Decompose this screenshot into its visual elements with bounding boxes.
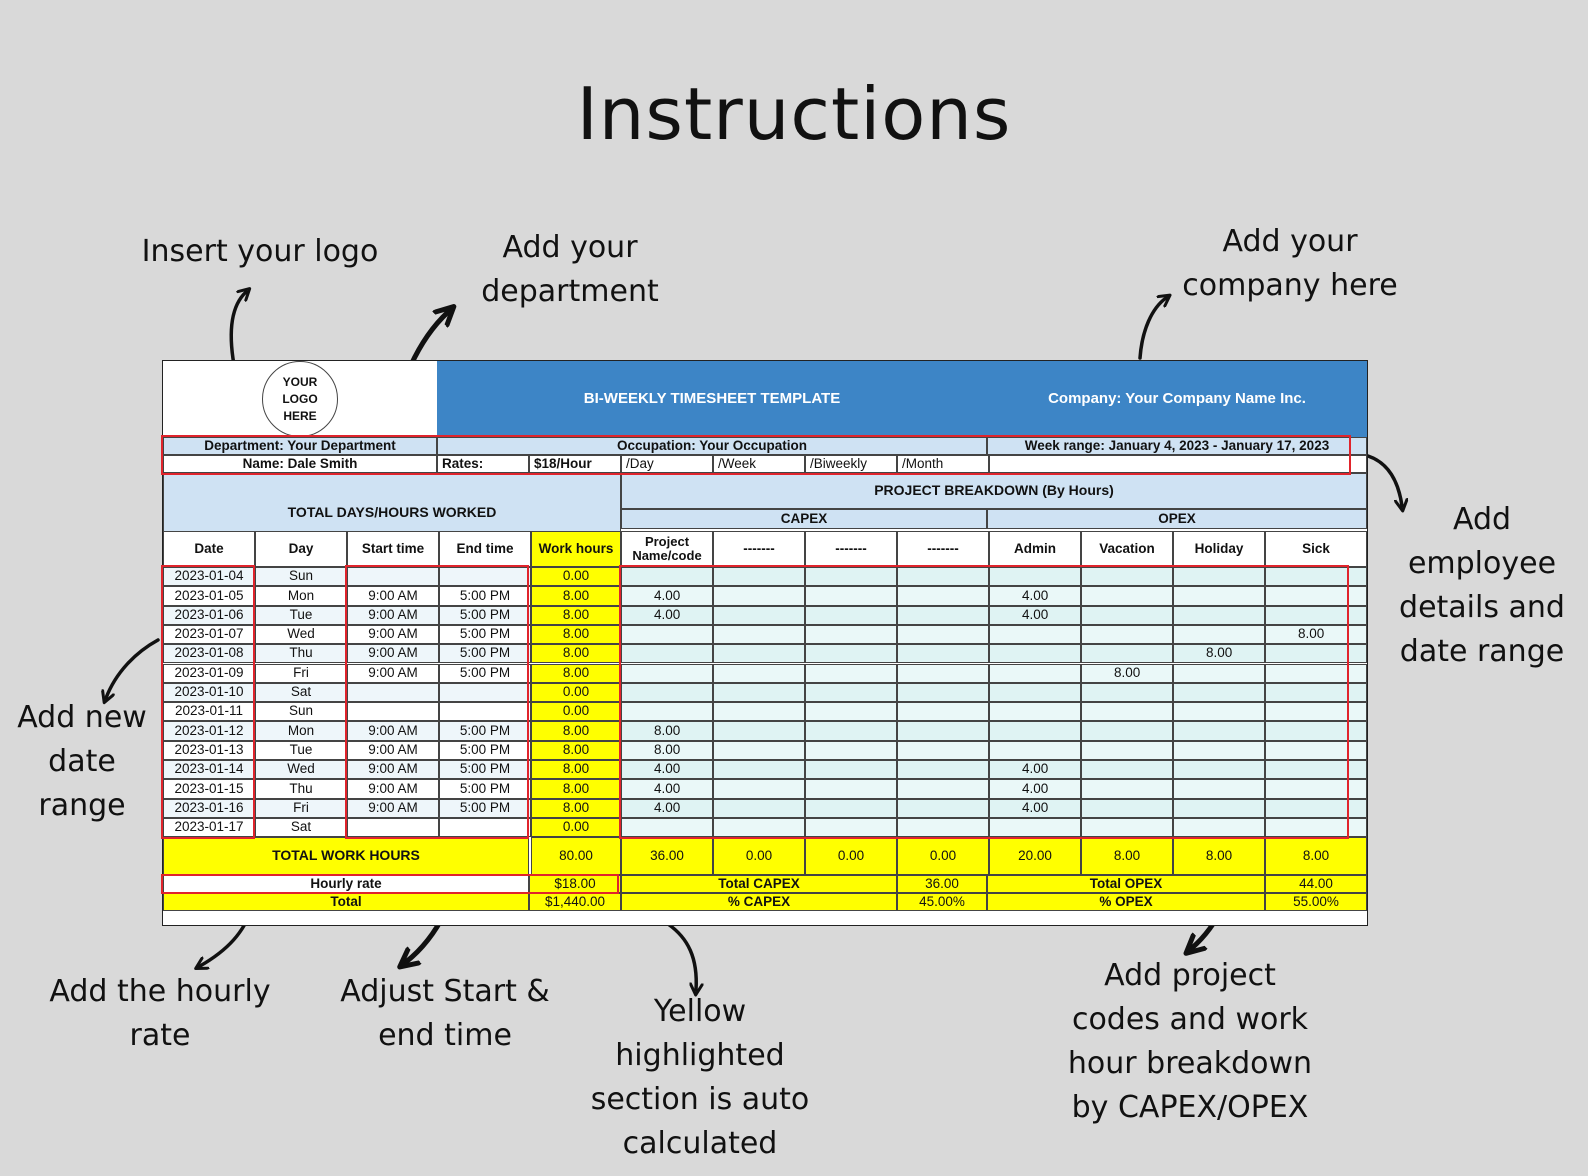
table-cell: 5:00 PM bbox=[439, 625, 531, 644]
note-auto-calculated: Yellow highlighted section is auto calculated bbox=[590, 994, 810, 1161]
row-day: Sat bbox=[255, 818, 347, 837]
table-cell bbox=[1081, 702, 1173, 721]
note-employee-details: Add employee details and date range bbox=[1399, 502, 1565, 669]
table-cell bbox=[897, 721, 989, 740]
row-date: 2023-01-13 bbox=[163, 741, 255, 760]
table-cell bbox=[1265, 664, 1367, 683]
row-day: Sat bbox=[255, 683, 347, 702]
logo-placeholder bbox=[262, 361, 338, 437]
table-cell bbox=[1081, 586, 1173, 605]
table-cell bbox=[439, 567, 531, 586]
table-cell: 4.00 bbox=[989, 779, 1081, 798]
table-cell bbox=[1173, 586, 1265, 605]
table-cell bbox=[1173, 606, 1265, 625]
table-cell bbox=[805, 644, 897, 663]
table-cell bbox=[713, 702, 805, 721]
table-cell bbox=[347, 683, 439, 702]
rates-blank bbox=[989, 455, 1367, 473]
table-cell bbox=[805, 586, 897, 605]
column-header-: ------- bbox=[897, 531, 989, 567]
table-cell bbox=[713, 779, 805, 798]
total-work-hours-label: TOTAL WORK HOURS bbox=[163, 837, 529, 875]
table-cell: 9:00 AM bbox=[347, 644, 439, 663]
total-days-hours-header: TOTAL DAYS/HOURS WORKED bbox=[163, 473, 621, 553]
table-cell: 4.00 bbox=[621, 760, 713, 779]
table-cell: 5:00 PM bbox=[439, 586, 531, 605]
column-header-sick: Sick bbox=[1265, 531, 1367, 567]
table-cell bbox=[1265, 644, 1367, 663]
table-cell: 5:00 PM bbox=[439, 799, 531, 818]
sheet-title: BI-WEEKLY TIMESHEET TEMPLATE bbox=[437, 361, 987, 437]
table-cell bbox=[805, 779, 897, 798]
column-header-date: Date bbox=[163, 531, 255, 567]
table-cell bbox=[989, 741, 1081, 760]
table-cell bbox=[347, 567, 439, 586]
row-date: 2023-01-09 bbox=[163, 664, 255, 683]
table-cell bbox=[805, 625, 897, 644]
logo-text: HERE bbox=[283, 408, 317, 423]
table-cell bbox=[805, 741, 897, 760]
table-cell bbox=[805, 760, 897, 779]
table-cell bbox=[1173, 702, 1265, 721]
table-cell bbox=[439, 702, 531, 721]
column-header-vacation: Vacation bbox=[1081, 531, 1173, 567]
table-cell bbox=[989, 625, 1081, 644]
table-cell: 8.00 bbox=[531, 644, 621, 663]
total-value: 0.00 bbox=[897, 837, 989, 875]
table-cell bbox=[805, 664, 897, 683]
column-header-: ------- bbox=[713, 531, 805, 567]
note-start-end: Adjust Start & end time bbox=[340, 974, 550, 1053]
logo-text: LOGO bbox=[282, 391, 318, 406]
table-cell bbox=[621, 567, 713, 586]
total-value: 20.00 bbox=[989, 837, 1081, 875]
row-day: Fri bbox=[255, 799, 347, 818]
rates-unit: /Biweekly bbox=[805, 455, 897, 473]
total-label: Total bbox=[163, 893, 529, 911]
table-cell bbox=[1173, 664, 1265, 683]
table-cell bbox=[1265, 702, 1367, 721]
row-date: 2023-01-10 bbox=[163, 683, 255, 702]
column-header-admin: Admin bbox=[989, 531, 1081, 567]
table-cell bbox=[1265, 606, 1367, 625]
table-cell: 4.00 bbox=[621, 606, 713, 625]
table-cell bbox=[1265, 799, 1367, 818]
total-capex-label: Total CAPEX bbox=[621, 875, 897, 893]
name-cell: Name: Dale Smith bbox=[163, 455, 437, 473]
table-cell bbox=[897, 664, 989, 683]
table-cell bbox=[805, 702, 897, 721]
table-cell bbox=[1173, 818, 1265, 837]
table-cell: 4.00 bbox=[989, 586, 1081, 605]
total-opex-label: Total OPEX bbox=[987, 875, 1265, 893]
table-cell bbox=[805, 721, 897, 740]
table-cell: 5:00 PM bbox=[439, 741, 531, 760]
table-cell bbox=[1081, 683, 1173, 702]
table-cell: 5:00 PM bbox=[439, 664, 531, 683]
table-cell bbox=[713, 606, 805, 625]
table-cell: 9:00 AM bbox=[347, 799, 439, 818]
table-cell: 0.00 bbox=[531, 567, 621, 586]
rates-unit: /Day bbox=[621, 455, 713, 473]
column-header-day: Day bbox=[255, 531, 347, 567]
total-value: 36.00 bbox=[621, 837, 713, 875]
row-day: Mon bbox=[255, 586, 347, 605]
table-cell bbox=[805, 818, 897, 837]
table-cell: 5:00 PM bbox=[439, 606, 531, 625]
table-cell: 5:00 PM bbox=[439, 644, 531, 663]
table-cell bbox=[1265, 760, 1367, 779]
total-opex-value: 44.00 bbox=[1265, 875, 1367, 893]
row-date: 2023-01-16 bbox=[163, 799, 255, 818]
table-cell bbox=[897, 644, 989, 663]
table-cell: 8.00 bbox=[1265, 625, 1367, 644]
note-insert-logo: Insert your logo bbox=[141, 234, 379, 269]
total-value: 80.00 bbox=[531, 837, 621, 875]
pct-capex-value: 45.00% bbox=[897, 893, 987, 911]
opex-header: OPEX bbox=[987, 509, 1367, 529]
table-cell bbox=[1081, 779, 1173, 798]
table-cell: 4.00 bbox=[989, 760, 1081, 779]
table-cell: 9:00 AM bbox=[347, 760, 439, 779]
table-cell: 5:00 PM bbox=[439, 760, 531, 779]
rates-unit: /Week bbox=[713, 455, 805, 473]
row-day: Tue bbox=[255, 606, 347, 625]
table-cell: 8.00 bbox=[531, 586, 621, 605]
arrow-date-range bbox=[106, 640, 158, 698]
table-cell bbox=[805, 606, 897, 625]
company-name: Company: Your Company Name Inc. bbox=[987, 361, 1367, 437]
table-cell bbox=[713, 818, 805, 837]
row-day: Thu bbox=[255, 779, 347, 798]
row-day: Wed bbox=[255, 625, 347, 644]
column-header-work-hours: Work hours bbox=[531, 531, 621, 567]
table-cell bbox=[1173, 741, 1265, 760]
table-cell bbox=[989, 702, 1081, 721]
total-value: 8.00 bbox=[1173, 837, 1265, 875]
table-cell bbox=[897, 760, 989, 779]
table-cell bbox=[1173, 625, 1265, 644]
total-value: 8.00 bbox=[1081, 837, 1173, 875]
table-cell bbox=[713, 741, 805, 760]
table-cell: 8.00 bbox=[531, 779, 621, 798]
table-cell: 4.00 bbox=[621, 779, 713, 798]
table-cell: 8.00 bbox=[621, 741, 713, 760]
table-cell: 0.00 bbox=[531, 683, 621, 702]
table-cell bbox=[1265, 818, 1367, 837]
table-cell bbox=[1265, 683, 1367, 702]
table-cell bbox=[439, 683, 531, 702]
table-cell bbox=[713, 625, 805, 644]
table-cell bbox=[989, 721, 1081, 740]
table-cell bbox=[897, 683, 989, 702]
table-cell bbox=[1081, 567, 1173, 586]
table-cell bbox=[897, 702, 989, 721]
rates-value: $18/Hour bbox=[529, 455, 621, 473]
pct-opex-label: % OPEX bbox=[987, 893, 1265, 911]
table-cell: 9:00 AM bbox=[347, 606, 439, 625]
table-cell bbox=[989, 644, 1081, 663]
table-cell bbox=[897, 818, 989, 837]
table-cell bbox=[897, 741, 989, 760]
rates-unit: /Month bbox=[897, 455, 989, 473]
table-cell: 9:00 AM bbox=[347, 664, 439, 683]
table-cell bbox=[713, 664, 805, 683]
column-header-start-time: Start time bbox=[347, 531, 439, 567]
table-cell: 4.00 bbox=[989, 606, 1081, 625]
note-date-range: Add new date range bbox=[17, 700, 147, 823]
table-cell bbox=[1173, 721, 1265, 740]
table-cell bbox=[897, 799, 989, 818]
column-header-: ------- bbox=[805, 531, 897, 567]
row-date: 2023-01-06 bbox=[163, 606, 255, 625]
arrow-logo bbox=[231, 292, 246, 365]
table-cell bbox=[1265, 721, 1367, 740]
table-cell bbox=[805, 567, 897, 586]
table-cell bbox=[1081, 721, 1173, 740]
total-value: 8.00 bbox=[1265, 837, 1367, 875]
table-cell bbox=[989, 664, 1081, 683]
row-date: 2023-01-14 bbox=[163, 760, 255, 779]
table-cell: 8.00 bbox=[531, 760, 621, 779]
table-cell bbox=[805, 683, 897, 702]
row-day: Mon bbox=[255, 721, 347, 740]
row-date: 2023-01-05 bbox=[163, 586, 255, 605]
row-day: Sun bbox=[255, 567, 347, 586]
table-cell bbox=[1265, 567, 1367, 586]
hourly-rate-value: $18.00 bbox=[529, 875, 621, 893]
table-cell bbox=[1173, 683, 1265, 702]
table-cell bbox=[1173, 567, 1265, 586]
table-cell bbox=[347, 702, 439, 721]
table-cell bbox=[1081, 799, 1173, 818]
table-cell: 0.00 bbox=[531, 818, 621, 837]
row-day: Wed bbox=[255, 760, 347, 779]
hourly-rate-label: Hourly rate bbox=[163, 875, 529, 893]
note-add-company: Add your company here bbox=[1182, 224, 1398, 303]
table-cell bbox=[713, 683, 805, 702]
row-date: 2023-01-15 bbox=[163, 779, 255, 798]
table-cell bbox=[1173, 799, 1265, 818]
pct-opex-value: 55.00% bbox=[1265, 893, 1367, 911]
table-cell: 8.00 bbox=[531, 606, 621, 625]
table-cell bbox=[1081, 644, 1173, 663]
table-cell bbox=[1081, 741, 1173, 760]
occupation-cell: Occupation: Your Occupation bbox=[437, 437, 987, 455]
table-cell bbox=[621, 664, 713, 683]
table-cell bbox=[621, 644, 713, 663]
table-cell bbox=[347, 818, 439, 837]
table-cell: 8.00 bbox=[531, 741, 621, 760]
table-cell bbox=[439, 818, 531, 837]
table-cell bbox=[621, 683, 713, 702]
row-day: Fri bbox=[255, 664, 347, 683]
row-date: 2023-01-08 bbox=[163, 644, 255, 663]
table-cell: 8.00 bbox=[531, 799, 621, 818]
table-cell: 8.00 bbox=[621, 721, 713, 740]
table-cell bbox=[1265, 586, 1367, 605]
page-title: Instructions bbox=[576, 72, 1012, 156]
table-cell bbox=[1265, 741, 1367, 760]
table-cell bbox=[897, 625, 989, 644]
table-cell bbox=[897, 586, 989, 605]
table-cell: 4.00 bbox=[621, 799, 713, 818]
pct-capex-label: % CAPEX bbox=[621, 893, 897, 911]
table-cell: 5:00 PM bbox=[439, 721, 531, 740]
column-header-end-time: End time bbox=[439, 531, 531, 567]
table-cell bbox=[897, 606, 989, 625]
table-cell bbox=[1265, 779, 1367, 798]
department-cell: Department: Your Department bbox=[163, 437, 437, 455]
table-cell bbox=[621, 702, 713, 721]
table-cell: 0.00 bbox=[531, 702, 621, 721]
table-cell bbox=[805, 799, 897, 818]
table-cell bbox=[989, 818, 1081, 837]
total-value: 0.00 bbox=[713, 837, 805, 875]
table-cell: 8.00 bbox=[531, 664, 621, 683]
table-cell: 5:00 PM bbox=[439, 779, 531, 798]
table-cell bbox=[621, 818, 713, 837]
table-cell bbox=[621, 625, 713, 644]
table-cell bbox=[989, 567, 1081, 586]
project-breakdown-header: PROJECT BREAKDOWN (By Hours) bbox=[621, 473, 1367, 509]
table-cell bbox=[1173, 779, 1265, 798]
table-cell: 9:00 AM bbox=[347, 779, 439, 798]
table-cell bbox=[897, 779, 989, 798]
note-add-department: Add your department bbox=[481, 230, 659, 309]
table-cell bbox=[713, 567, 805, 586]
table-cell bbox=[897, 567, 989, 586]
note-hourly-rate: Add the hourly rate bbox=[49, 974, 271, 1053]
table-cell bbox=[713, 760, 805, 779]
row-date: 2023-01-04 bbox=[163, 567, 255, 586]
column-header-project-name-code: Project Name/code bbox=[621, 531, 713, 567]
week-range-cell: Week range: January 4, 2023 - January 17, 2023 bbox=[987, 437, 1367, 455]
note-project-codes: Add project codes and work hour breakdown by CAPEX/OPEX bbox=[1067, 958, 1313, 1125]
total-capex-value: 36.00 bbox=[897, 875, 987, 893]
table-cell bbox=[1173, 760, 1265, 779]
row-date: 2023-01-17 bbox=[163, 818, 255, 837]
table-cell: 9:00 AM bbox=[347, 721, 439, 740]
row-date: 2023-01-12 bbox=[163, 721, 255, 740]
logo-text: YOUR bbox=[282, 374, 318, 389]
table-cell: 9:00 AM bbox=[347, 741, 439, 760]
table-cell bbox=[713, 644, 805, 663]
rates-label: Rates: bbox=[437, 455, 529, 473]
total-pay-value: $1,440.00 bbox=[529, 893, 621, 911]
table-cell: 9:00 AM bbox=[347, 586, 439, 605]
row-date: 2023-01-07 bbox=[163, 625, 255, 644]
table-cell bbox=[1081, 818, 1173, 837]
table-cell bbox=[713, 586, 805, 605]
arrow-auto-calculated bbox=[668, 924, 696, 990]
column-header-holiday: Holiday bbox=[1173, 531, 1265, 567]
table-cell bbox=[1081, 760, 1173, 779]
timesheet-preview bbox=[162, 360, 1368, 926]
table-cell: 8.00 bbox=[1173, 644, 1265, 663]
capex-header: CAPEX bbox=[621, 509, 987, 529]
row-day: Sun bbox=[255, 702, 347, 721]
table-cell bbox=[1081, 625, 1173, 644]
total-value: 0.00 bbox=[805, 837, 897, 875]
table-cell: 8.00 bbox=[1081, 664, 1173, 683]
table-cell bbox=[713, 721, 805, 740]
logo-cell bbox=[163, 361, 437, 437]
table-cell bbox=[989, 683, 1081, 702]
table-cell bbox=[1081, 606, 1173, 625]
row-date: 2023-01-11 bbox=[163, 702, 255, 721]
table-cell: 9:00 AM bbox=[347, 625, 439, 644]
row-day: Thu bbox=[255, 644, 347, 663]
table-cell bbox=[713, 799, 805, 818]
row-day: Tue bbox=[255, 741, 347, 760]
table-cell: 8.00 bbox=[531, 625, 621, 644]
table-cell: 4.00 bbox=[621, 586, 713, 605]
table-cell: 8.00 bbox=[531, 721, 621, 740]
table-cell: 4.00 bbox=[989, 799, 1081, 818]
